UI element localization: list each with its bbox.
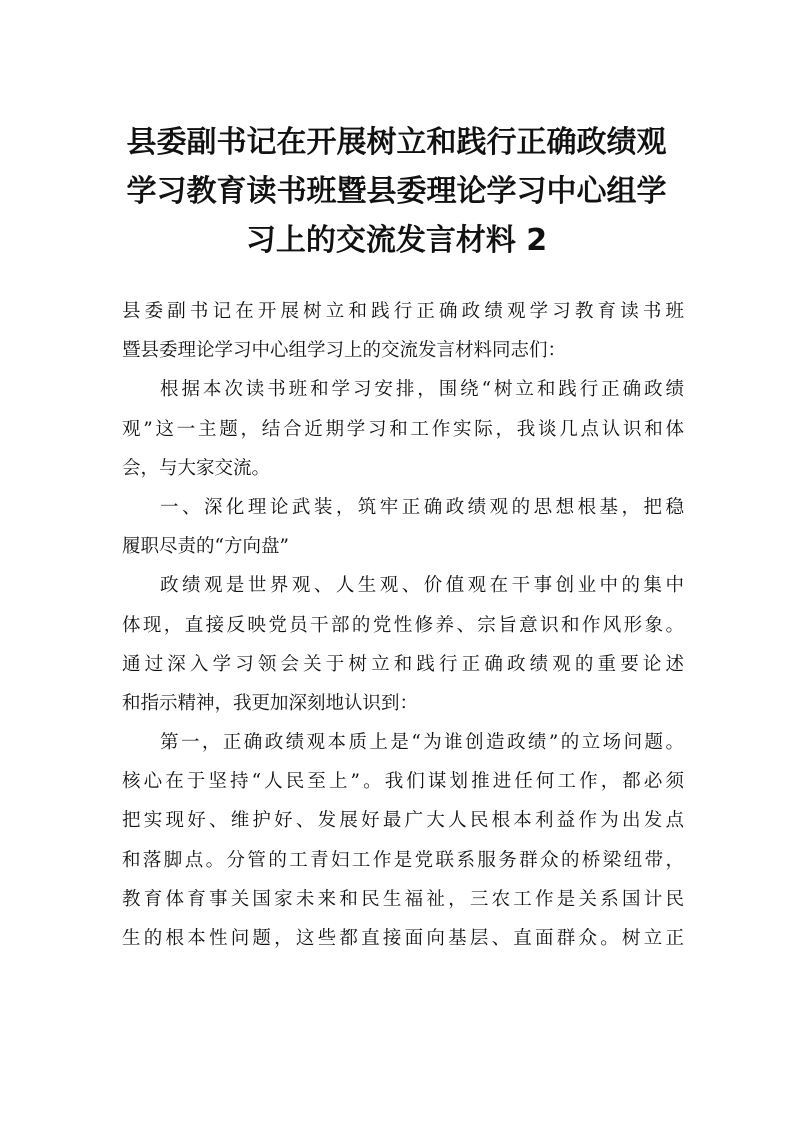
body-line-10: 通过深入学习领会关于树立和践行正确政绩观的重要论述 <box>122 653 684 675</box>
body-line-2: 暨县委理论学习中心组学习上的交流发言材料同志们： <box>122 340 567 362</box>
body-line-11: 和指示精神，我更加深刻地认识到： <box>122 692 419 714</box>
title-line-1: 县委副书记在开展树立和践行正确政绩观 <box>126 125 667 160</box>
body-line-9: 体现，直接反映党员干部的党性修养、宗旨意识和作风形象。 <box>122 614 684 636</box>
document-body <box>122 292 684 958</box>
body-line-5: 会，与大家交流。 <box>122 457 271 479</box>
title-line-2: 学习教育读书班暨县委理论学习中心组学 <box>126 174 667 209</box>
document-title <box>0 118 793 265</box>
body-line-15: 和落脚点。分管的工青妇工作是党联系服务群众的桥梁纽带， <box>122 849 684 871</box>
title-line-3: 习上的交流发言材料 2 <box>245 223 548 258</box>
body-line-8: 政绩观是世界观、人生观、价值观在干事创业中的集中 <box>160 575 684 597</box>
body-line-3: 根据本次读书班和学习安排，围绕“树立和践行正确政绩 <box>160 379 684 401</box>
body-line-12: 第一，正确政绩观本质上是“为谁创造政绩”的立场问题。 <box>160 732 684 754</box>
body-line-17: 生的根本性问题，这些都直接面向基层、直面群众。树立正 <box>122 928 684 949</box>
section-heading-line-2: 履职尽责的“方向盘” <box>122 536 289 558</box>
body-line-1: 县委副书记在开展树立和践行正确政绩观学习教育读书班 <box>122 301 684 322</box>
body-line-4: 观”这一主题，结合近期学习和工作实际，我谈几点认识和体 <box>122 418 684 440</box>
body-line-16: 教育体育事关国家未来和民生福祉，三农工作是关系国计民 <box>122 888 684 910</box>
section-heading-line-1: 一、深化理论武装，筑牢正确政绩观的思想根基，把稳 <box>160 496 684 518</box>
body-line-14: 把实现好、维护好、发展好最广大人民根本利益作为出发点 <box>122 810 684 832</box>
body-line-13: 核心在于坚持“人民至上”。我们谋划推进任何工作，都必须 <box>122 771 684 793</box>
